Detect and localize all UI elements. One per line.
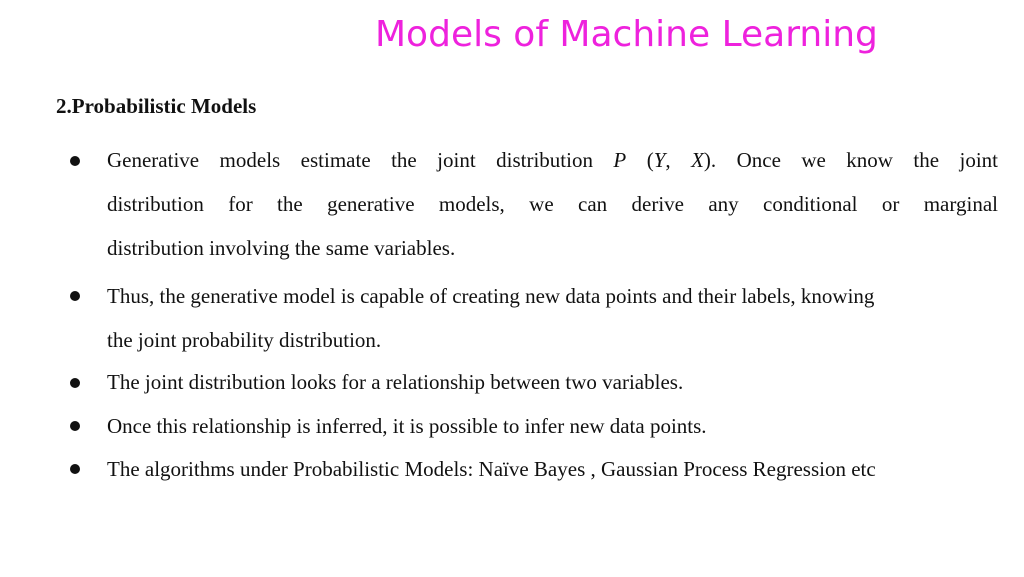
list-item-line: distribution for the generative models, we can derive any conditional or marginal (107, 192, 998, 216)
math-X: X (691, 148, 704, 172)
list-item-line: The algorithms under Probabilistic Models: Naïve Bayes , Gaussian Process Regression etc (107, 457, 876, 481)
list-item-line: the joint probability distribution. (107, 328, 382, 352)
list-item-line: distribution involving the same variables. (107, 236, 456, 260)
list-item-relationship-inferred (107, 404, 998, 448)
bullet-dot-5 (70, 464, 80, 474)
math-open-paren: ( (646, 148, 654, 172)
math-close-paren: ). (703, 148, 717, 172)
math-P: P (613, 148, 627, 172)
bullet-dot-2 (70, 291, 80, 301)
list-item-algorithms (107, 447, 998, 491)
bullet-dot-4 (70, 421, 80, 431)
list-item-line: The joint distribution looks for a relationship between two variables. (107, 370, 684, 394)
list-item-generative-capability (107, 274, 998, 362)
list-item-generative-models (107, 138, 998, 270)
list-item-joint-distribution (107, 360, 998, 404)
slide-title: Models of Machine Learning (375, 14, 878, 55)
list-item-line (107, 138, 998, 182)
math-Y: Y (653, 148, 666, 172)
list-item-text: Once we know the joint (736, 148, 999, 172)
list-item-line: Thus, the generative model is capable of creating new data points and their labels, knowing (107, 284, 875, 308)
bullet-dot-1 (70, 156, 80, 166)
bullet-dot-3 (70, 378, 80, 388)
math-comma: , (665, 148, 671, 172)
list-item-text: Generative models estimate the joint distribution (107, 148, 593, 172)
section-heading: 2.Probabilistic Models (56, 94, 257, 118)
list-item-line: Once this relationship is inferred, it is possible to infer new data points. (107, 414, 707, 438)
